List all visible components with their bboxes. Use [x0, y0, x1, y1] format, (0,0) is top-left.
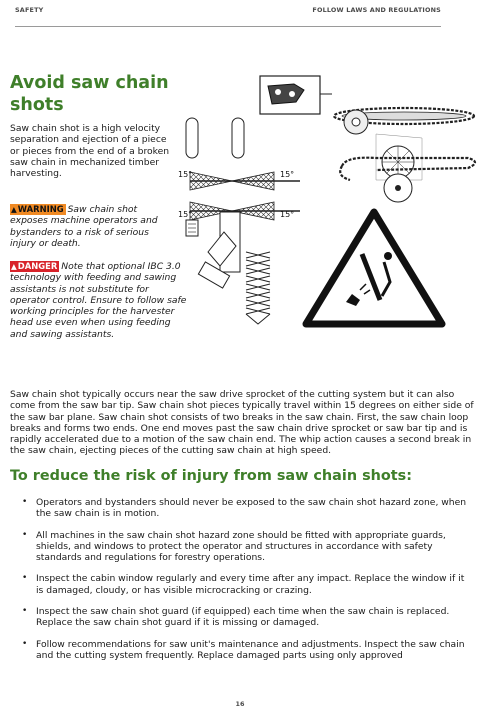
- warning-note: [10, 204, 170, 249]
- hazard-zone-diagram: [178, 118, 300, 324]
- warning-badge-label: WARNING: [17, 204, 64, 214]
- warning-text: Saw chain shot exposes machine operators and bystanders to a risk of serious injury or death.: [10, 204, 158, 249]
- safety-bullet-list: [22, 497, 470, 671]
- header-divider: [15, 26, 441, 27]
- header-section-label: SAFETY: [15, 6, 44, 14]
- list-item-text: Inspect the cabin window regularly and every time after any impact. Replace the window if it is damaged, cloudy, or has visible microcracking or crazing.: [36, 573, 465, 596]
- bullet-icon: •: [22, 573, 28, 584]
- page-title: Avoid saw chain shots: [10, 73, 169, 115]
- list-item-text: All machines in the saw chain shot hazard zone should be fitted with appropriate guards, shields, and windows to protect the operator and structures in accordance with safety standards and regulations for forestry operations.: [36, 529, 446, 564]
- list-item: [22, 606, 470, 629]
- warning-badge: [10, 204, 66, 215]
- list-item: [22, 639, 470, 662]
- bullet-icon: •: [22, 606, 28, 617]
- danger-triangle-icon: ▲: [11, 262, 17, 271]
- list-item: [22, 573, 470, 596]
- angle-label: 15°: [280, 210, 295, 219]
- list-item-text: Follow recommendations for saw unit's maintenance and adjustments. Inspect the saw chain and the cutting system frequently. Replace damaged parts using only approved: [36, 638, 465, 661]
- bullet-icon: •: [22, 529, 28, 540]
- list-item-text: Inspect the saw chain shot guard (if equipped) each time when the saw chain is replaced. Replace the saw chain shot guard if it is missing or damaged.: [36, 606, 450, 629]
- list-item: [22, 530, 470, 564]
- intro-paragraph: Saw chain shot is a high velocity separation and ejection of a piece or pieces from the end of a broken saw chain in mechanized timber harvesting.: [10, 123, 170, 180]
- saw-chain-shot-illustration: [176, 62, 491, 362]
- section-subheading: To reduce the risk of injury from saw chain shots:: [10, 468, 412, 484]
- list-item-text: Operators and bystanders should never be exposed to the saw chain shot hazard zone, when the saw chain is in motion.: [36, 497, 467, 520]
- saw-bar-intact: [334, 108, 474, 180]
- list-item: [22, 497, 470, 520]
- danger-badge: [10, 261, 59, 272]
- warning-triangle-icon: ▲: [11, 205, 17, 214]
- danger-text: Note that optional IBC 3.0 technology with feeding and sawing assistants is not substitute for operator control. Ensure to follow safe working principles for the harvester head use even when using feeding and sawing assistants.: [10, 261, 187, 340]
- saw-chain-shot-hazard-icon: [306, 212, 442, 324]
- angle-label: 15°: [178, 210, 193, 219]
- body-paragraph: Saw chain shot typically occurs near the saw drive sprocket of the cutting system but it can also come from the saw bar tip. Saw chain shot pieces typically travel within 15 degrees on either side of the saw bar plane. Saw chain shot consists of two breaks in the saw chain. First, the saw chain loop breaks and forms two ends. One end moves past the saw chain drive sprocket or saw bar tip and is rapidly accelerated due to a motion of the saw chain end. The whip action causes a second break in the saw chain, ejecting pieces of the cutting saw chain at high speed.: [10, 389, 474, 457]
- page-number: 16: [235, 700, 245, 708]
- danger-note: [10, 261, 190, 340]
- bullet-icon: •: [22, 638, 28, 649]
- angle-label: 15°: [280, 170, 295, 179]
- angle-label: 15°: [178, 170, 193, 179]
- bullet-icon: •: [22, 497, 28, 507]
- danger-badge-label: DANGER: [17, 261, 58, 271]
- header-chapter-label: FOLLOW LAWS AND REGULATIONS: [312, 6, 441, 14]
- chain-link-detail: [260, 76, 332, 114]
